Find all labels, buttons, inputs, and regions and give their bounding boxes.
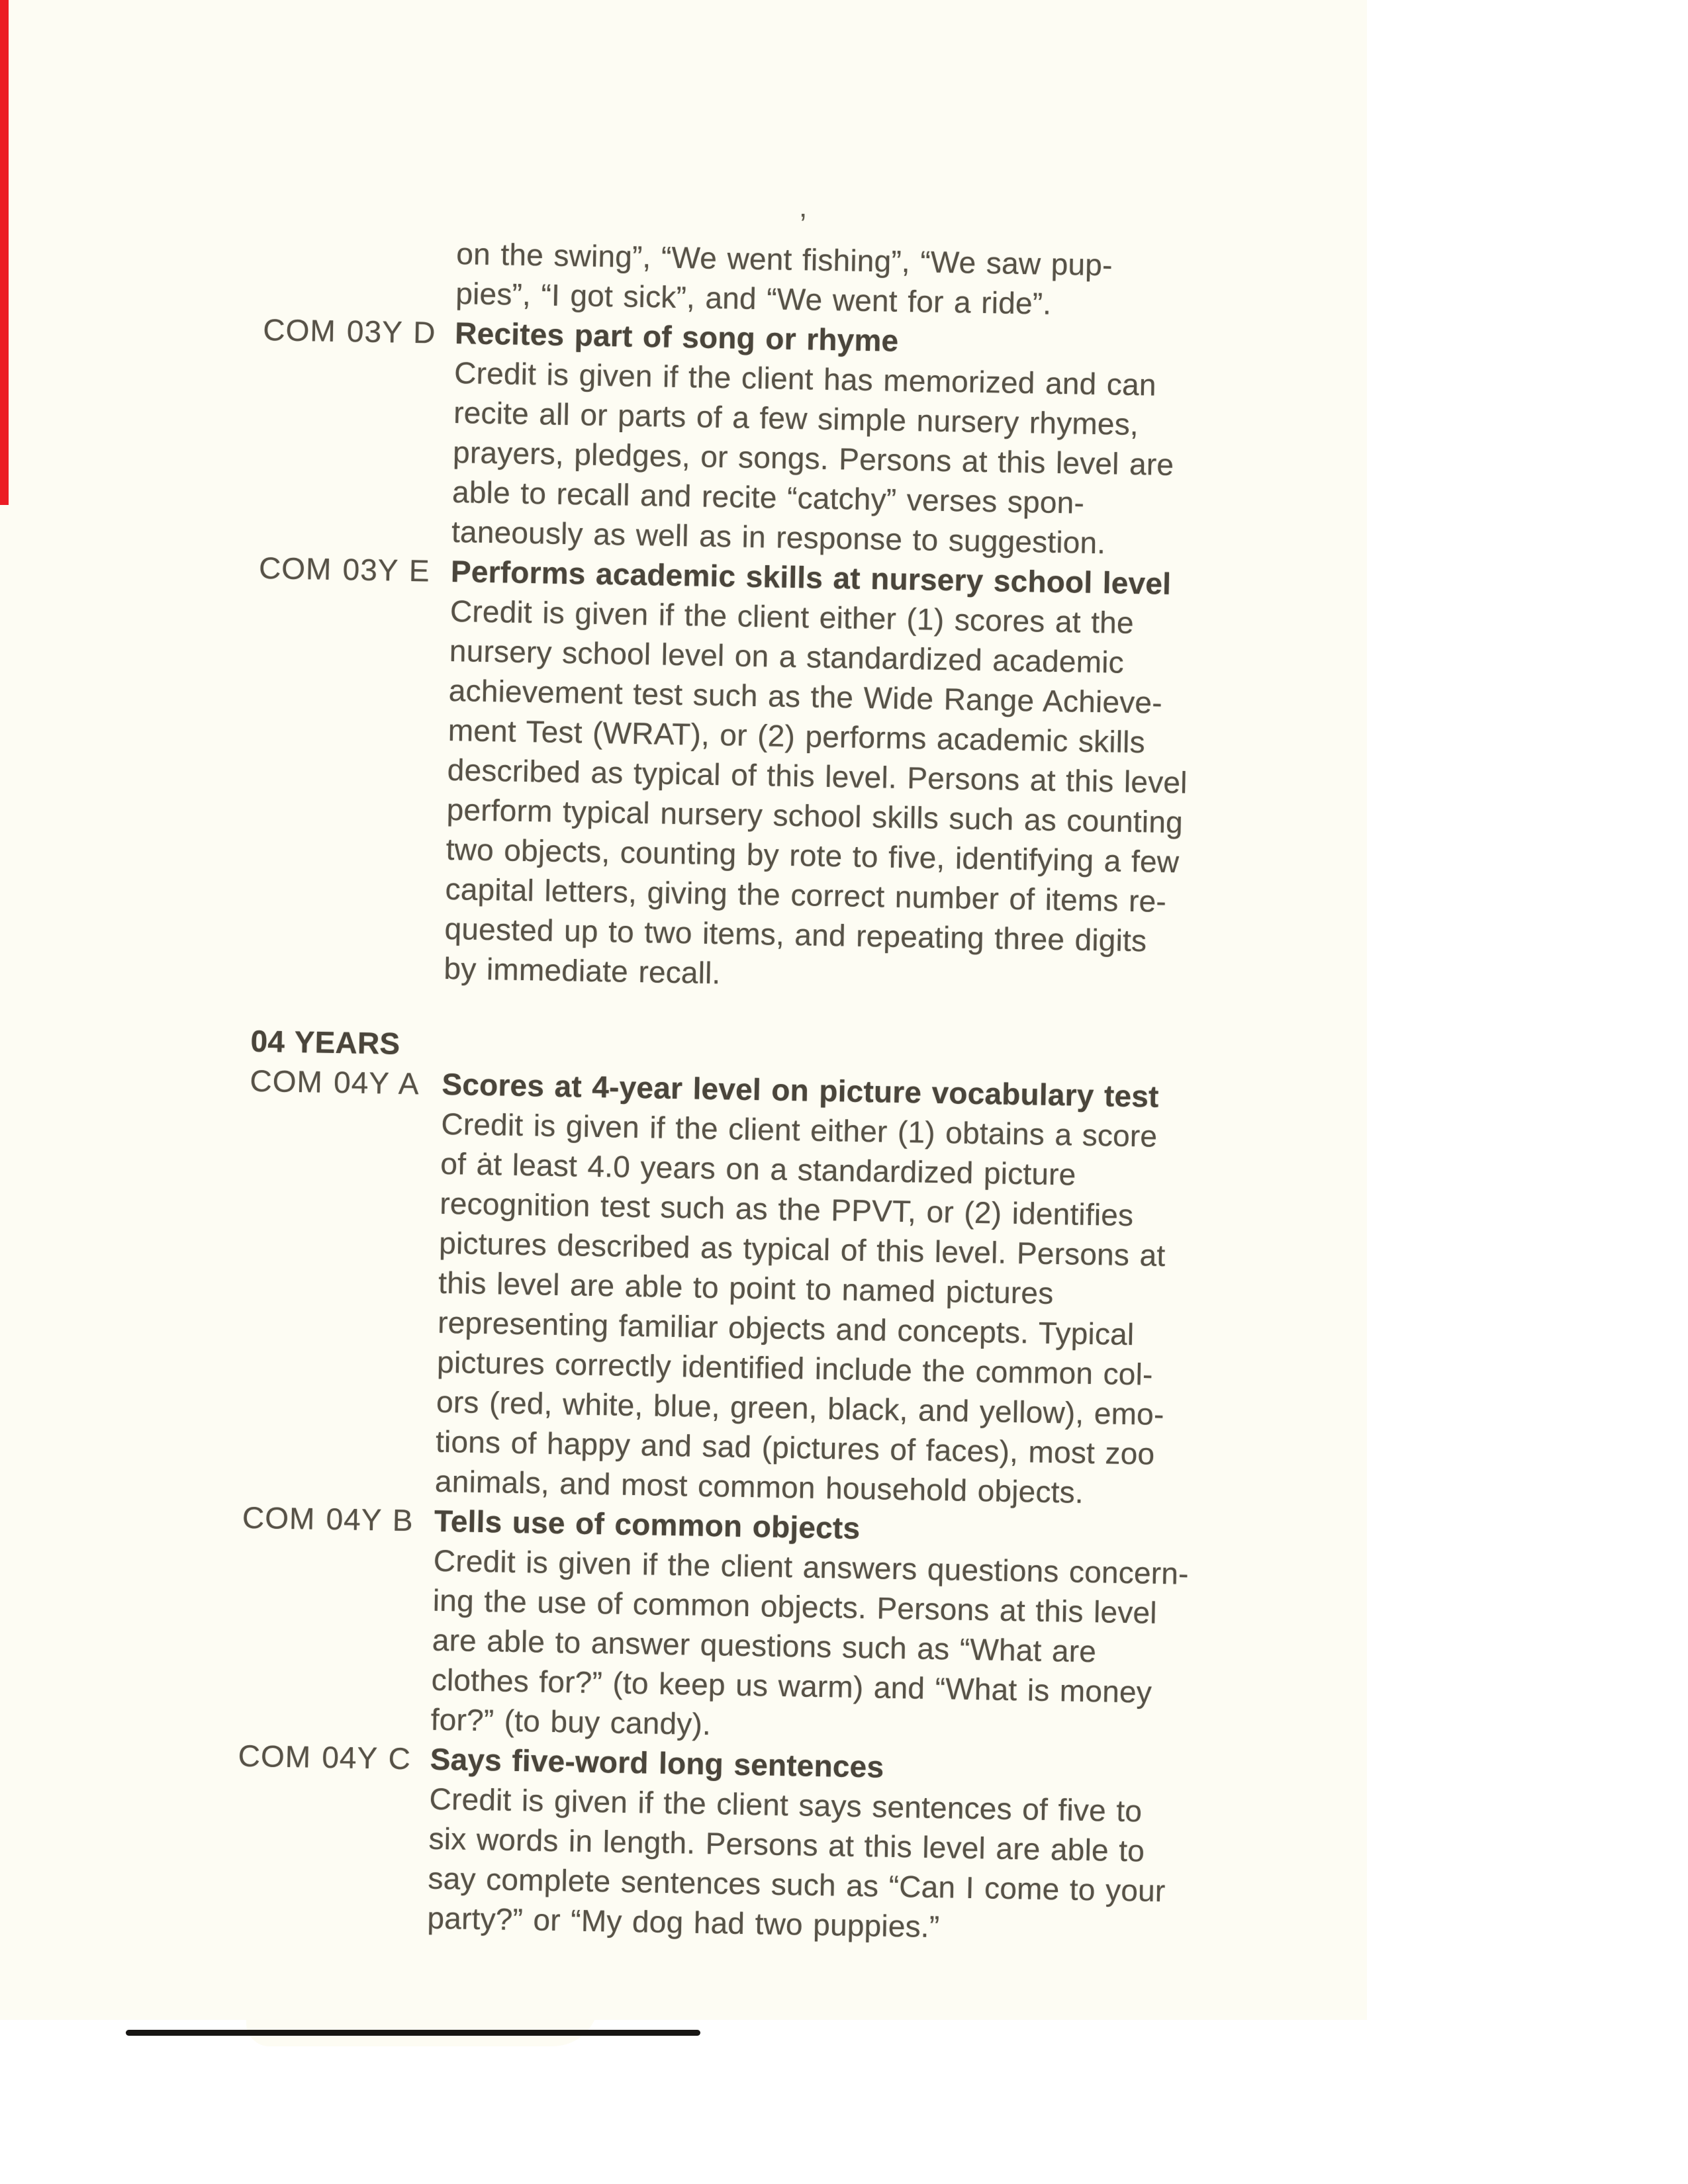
- entry-text-line: Credit is given if the client either (1) scores at the: [449, 593, 1135, 640]
- entry-row: [252, 548, 1358, 1004]
- entry-heading: Recites part of song or rhyme: [454, 316, 899, 358]
- entry-text-line: capital letters, giving the correct number of items re-: [445, 871, 1167, 919]
- entry-text-line: party?” or “My dog had two puppies.”: [427, 1900, 940, 1944]
- entry-text-line: nursery school level on a standardized academic: [449, 633, 1125, 680]
- entry-text-line: described as typical of this level. Persons at this level: [447, 752, 1188, 800]
- entry-code: COM 04Y B: [242, 1500, 414, 1538]
- entry-text-line: recite all or parts of a few simple nursery rhymes,: [453, 395, 1139, 442]
- page-text-block: [235, 230, 1364, 1954]
- stray-quote-mark: ’: [800, 207, 807, 242]
- entry-content: [430, 1501, 1341, 1755]
- entry-text-line: animals, and most common household objects.: [434, 1463, 1084, 1510]
- entry-text-line: Credit is given if the client says sentences of five to: [429, 1781, 1143, 1829]
- entry-text-line: ment Test (WRAT), or (2) performs academic skills: [447, 712, 1146, 760]
- entry-row: [238, 1498, 1341, 1755]
- entry-text-line: ors (red, white, blue, green, black, and yellow), emo-: [436, 1384, 1164, 1432]
- entry-text-line: of ȧt least 4.0 years on a standardized picture: [440, 1146, 1076, 1192]
- scan-black-line-artifact: [126, 2030, 700, 2036]
- entry-row: [259, 310, 1362, 567]
- entry-text-line: Credit is given if the client has memorized and can: [453, 355, 1157, 402]
- entry-code: COM 04Y A: [250, 1063, 420, 1101]
- section-heading: 04 YEARS: [250, 1023, 400, 1061]
- entry-text-line: by immediate recall.: [444, 950, 722, 991]
- entry-content: [435, 1064, 1349, 1517]
- entry-row: [243, 1061, 1349, 1517]
- entry-content: [455, 234, 1364, 329]
- entry-text-line: this level are able to point to named pictures: [438, 1265, 1054, 1311]
- entry-heading: Tells use of common objects: [434, 1503, 861, 1545]
- entry-row: [235, 1736, 1337, 1954]
- entry-text-line: two objects, counting by rote to five, identifying a few: [445, 831, 1180, 880]
- entry-heading: Says five-word long sentences: [430, 1741, 884, 1784]
- entry-text-line: achievement test such as the Wide Range Achieve-: [448, 672, 1163, 720]
- entry-text-line: pictures correctly identified include the common col-: [436, 1344, 1154, 1392]
- entry-text-line: tions of happy and sad (pictures of faces), most zoo: [435, 1424, 1155, 1471]
- entry-text-line: prayers, pledges, or songs. Persons at this level are: [452, 435, 1174, 482]
- entry-content: [427, 1739, 1337, 1954]
- entry-text-line: representing familiar objects and concepts. Typical: [437, 1304, 1135, 1352]
- entry-text-line: ing the use of common objects. Persons at this level: [432, 1582, 1158, 1630]
- entry-heading: Performs academic skills at nursery school level: [450, 553, 1172, 601]
- entry-text-line: perform typical nursery school skills such as counting: [446, 792, 1184, 840]
- entry-code: COM 03Y D: [262, 312, 436, 350]
- entry-text-line: quested up to two items, and repeating three digits: [444, 911, 1147, 958]
- entry-heading: Scores at 4-year level on picture vocabulary test: [442, 1066, 1160, 1114]
- entry-text-line: Credit is given if the client either (1) obtains a score: [441, 1106, 1158, 1154]
- entry-text-line: are able to answer questions such as “What are: [432, 1622, 1097, 1669]
- entry-text-line: Credit is given if the client answers questions concern-: [433, 1543, 1190, 1591]
- entry-code: COM 03Y E: [258, 550, 431, 588]
- entry-text-line: say complete sentences such as “Can I come to your: [428, 1860, 1166, 1909]
- entry-text-line: pies”, “I got sick”, and “We went for a ride”.: [455, 276, 1052, 321]
- entry-content: [444, 551, 1358, 1004]
- entry-text-line: on the swing”, “We went fishing”, “We saw pup-: [455, 236, 1113, 283]
- entry-text-line: recognition test such as the PPVT, or (2) identifies: [439, 1185, 1134, 1233]
- entry-content: [451, 313, 1362, 567]
- entry-text-line: able to recall and recite “catchy” verses spon-: [451, 475, 1085, 520]
- scan-red-edge-artifact: [0, 0, 9, 505]
- entry-text-line: six words in length. Persons at this level are able to: [428, 1821, 1145, 1868]
- entry-text-line: clothes for?” (to keep us warm) and “What is money: [431, 1662, 1152, 1709]
- entry-text-line: pictures described as typical of this level. Persons at: [438, 1225, 1166, 1273]
- entry-code: COM 04Y C: [238, 1738, 412, 1776]
- entry-text-line: for?” (to buy candy).: [430, 1702, 712, 1742]
- entry-text-line: taneously as well as in response to suggestion.: [451, 514, 1106, 561]
